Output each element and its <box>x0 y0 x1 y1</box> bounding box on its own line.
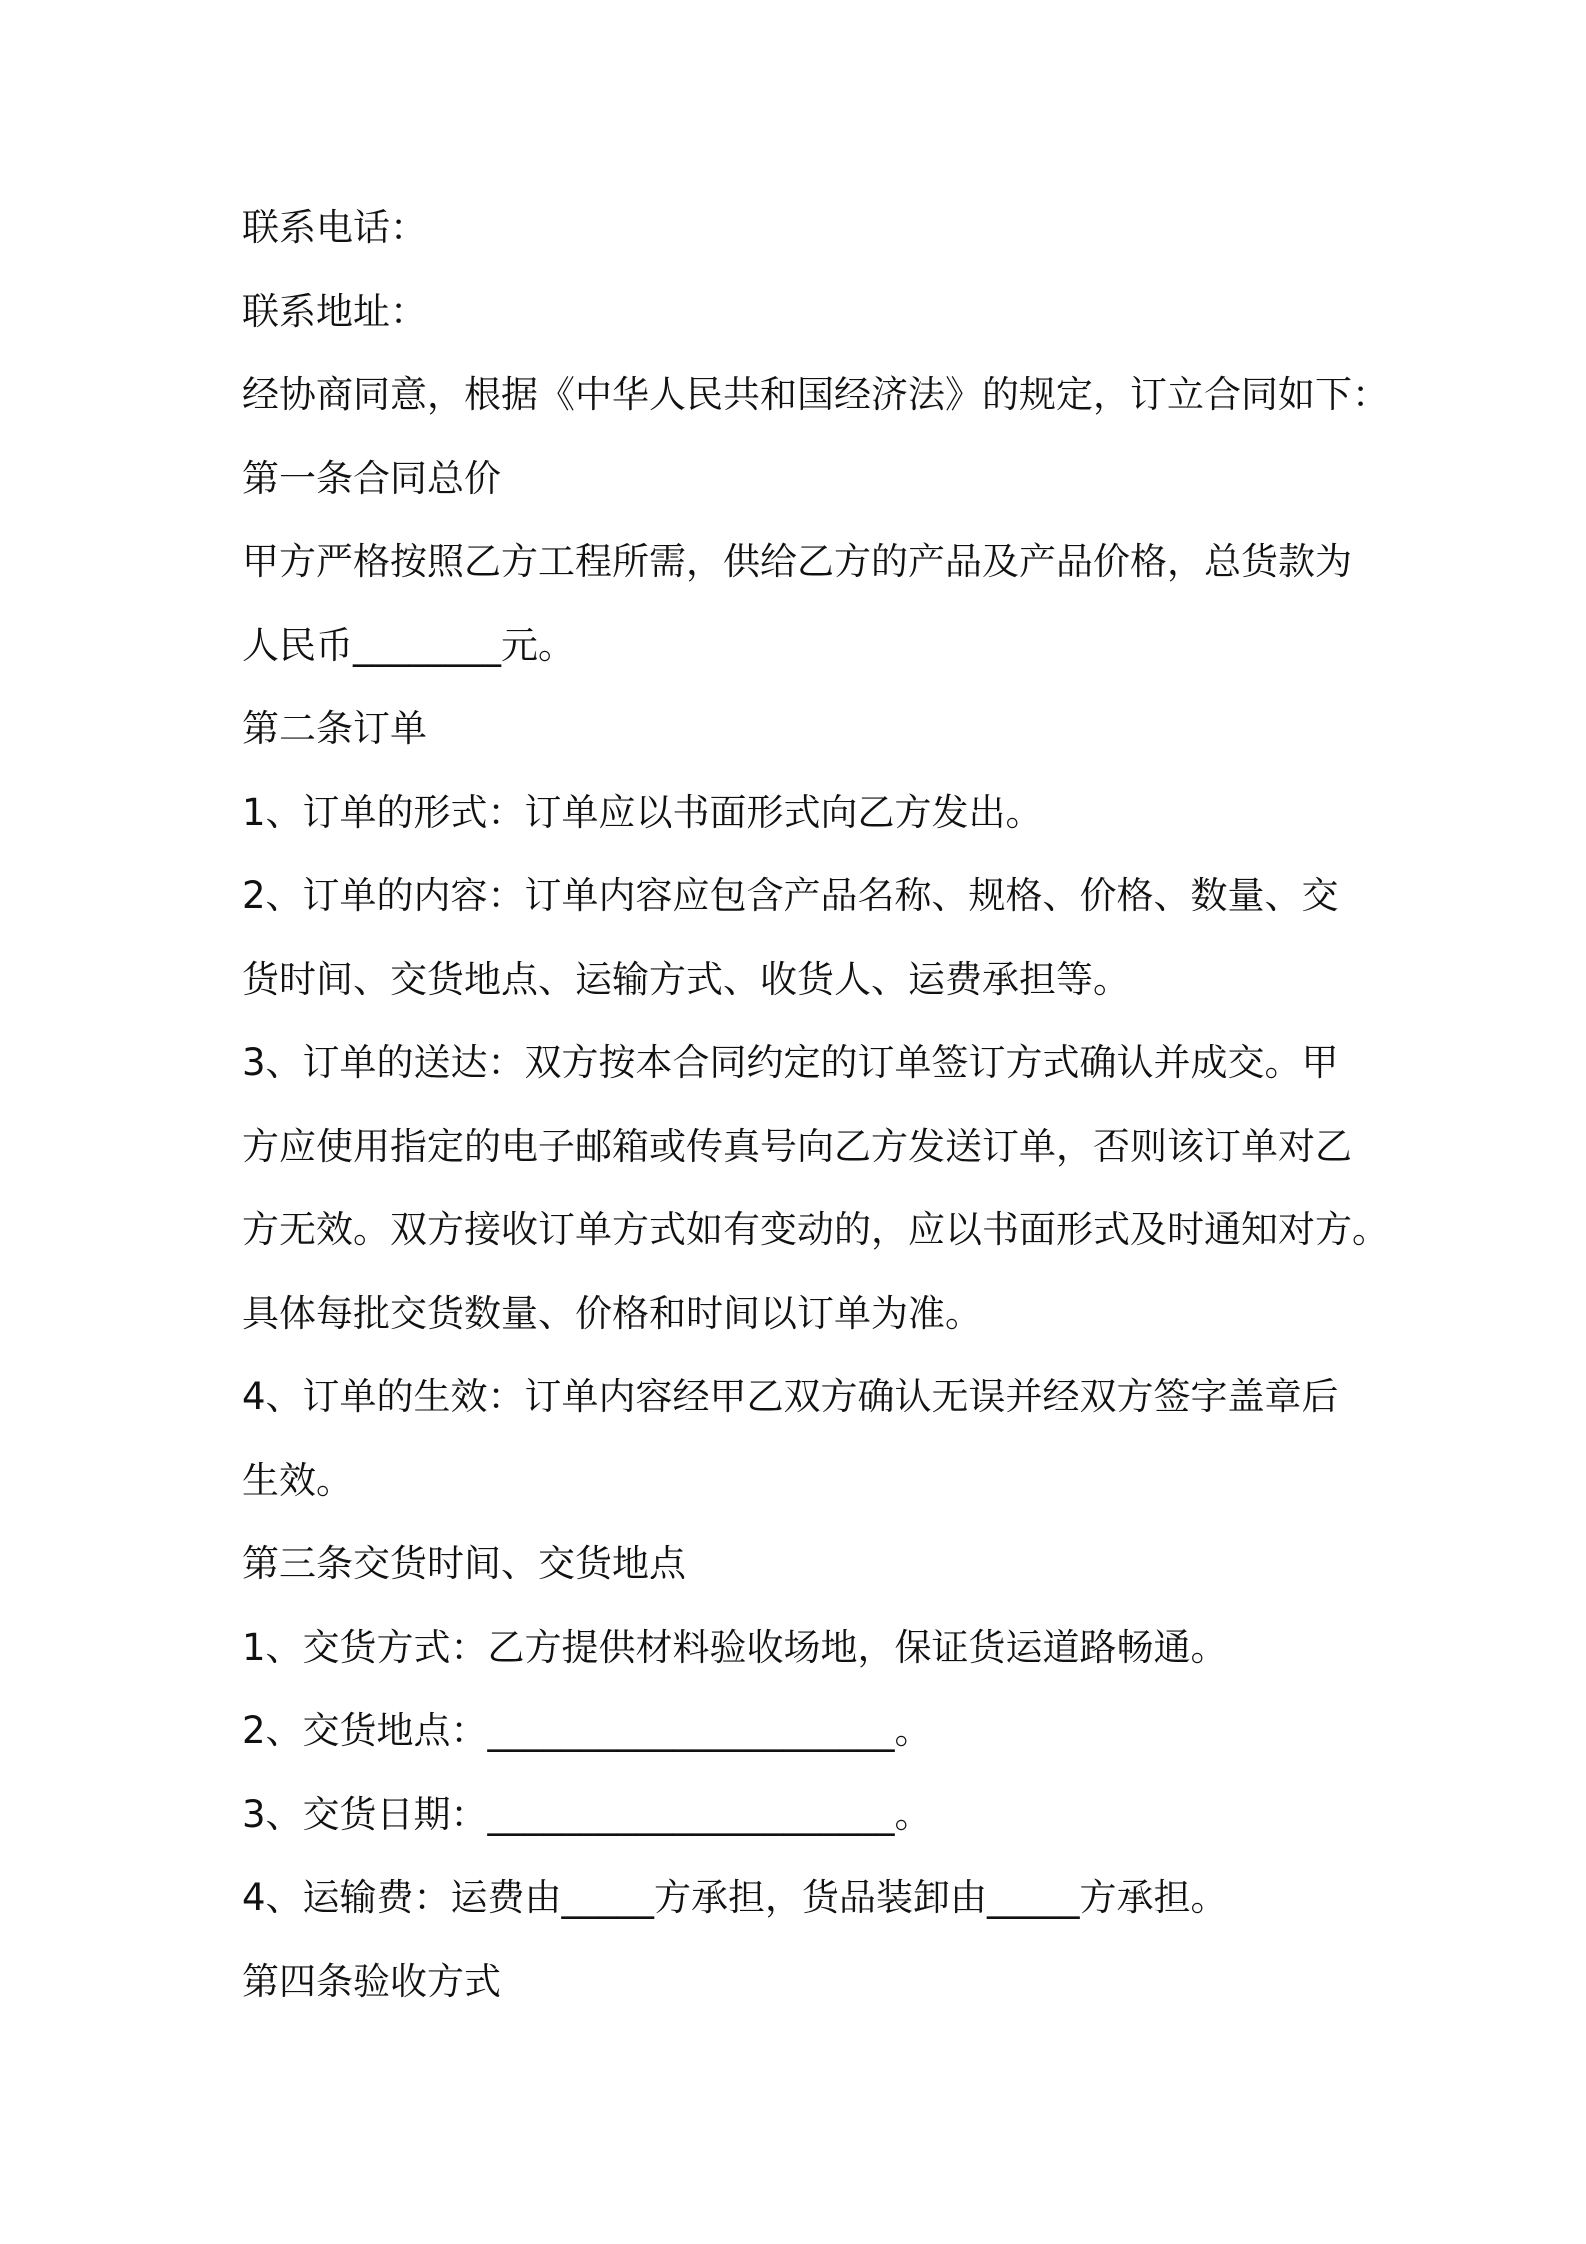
contact-phone-line: 联系电话： <box>242 206 427 249</box>
delivery-date-clause: 3、交货日期：______________________。 <box>242 1792 932 1836</box>
delivery-place-clause: 2、交货地点：______________________。 <box>242 1709 932 1752</box>
article-2-heading: 第二条订单 <box>242 707 427 750</box>
document-body <box>242 196 1389 2033</box>
preamble-line: 经协商同意，根据《中华人民共和国经济法》的规定，订立合同如下： <box>242 373 1389 416</box>
article-4-heading: 第四条验收方式 <box>242 1959 501 2003</box>
order-form-clause: 1、订单的形式：订单应以书面形式向乙方发出。 <box>242 790 1043 834</box>
article-1-text-cont: 人民币________元。 <box>242 623 575 667</box>
order-content-clause-cont: 货时间、交货地点、运输方式、收货人、运费承担等。 <box>242 957 1130 1001</box>
order-delivery-clause-cont-1: 方应使用指定的电子邮箱或传真号向乙方发送订单，否则该订单对乙 <box>242 1124 1352 1168</box>
contact-address-line: 联系地址： <box>242 289 427 333</box>
order-effect-clause-cont: 生效。 <box>242 1458 353 1502</box>
article-3-heading: 第三条交货时间、交货地点 <box>242 1542 686 1585</box>
order-delivery-clause: 3、订单的送达：双方按本合同约定的订单签订方式确认并成交。甲 <box>242 1041 1339 1084</box>
article-1-heading: 第一条合同总价 <box>242 456 501 500</box>
order-effect-clause: 4、订单的生效：订单内容经甲乙双方确认无误并经双方签字盖章后 <box>242 1375 1339 1418</box>
order-delivery-clause-cont-2: 方无效。双方接收订单方式如有变动的，应以书面形式及时通知对方。 <box>242 1208 1389 1251</box>
order-content-clause: 2、订单的内容：订单内容应包含产品名称、规格、价格、数量、交 <box>242 874 1339 917</box>
article-1-text: 甲方严格按照乙方工程所需，供给乙方的产品及产品价格，总货款为 <box>242 540 1352 583</box>
delivery-method-clause: 1、交货方式：乙方提供材料验收场地，保证货运道路畅通。 <box>242 1625 1228 1669</box>
order-delivery-clause-cont-3: 具体每批交货数量、价格和时间以订单为准。 <box>242 1291 982 1335</box>
freight-clause: 4、运输费：运费由_____方承担，货品装卸由_____方承担。 <box>242 1876 1228 1919</box>
